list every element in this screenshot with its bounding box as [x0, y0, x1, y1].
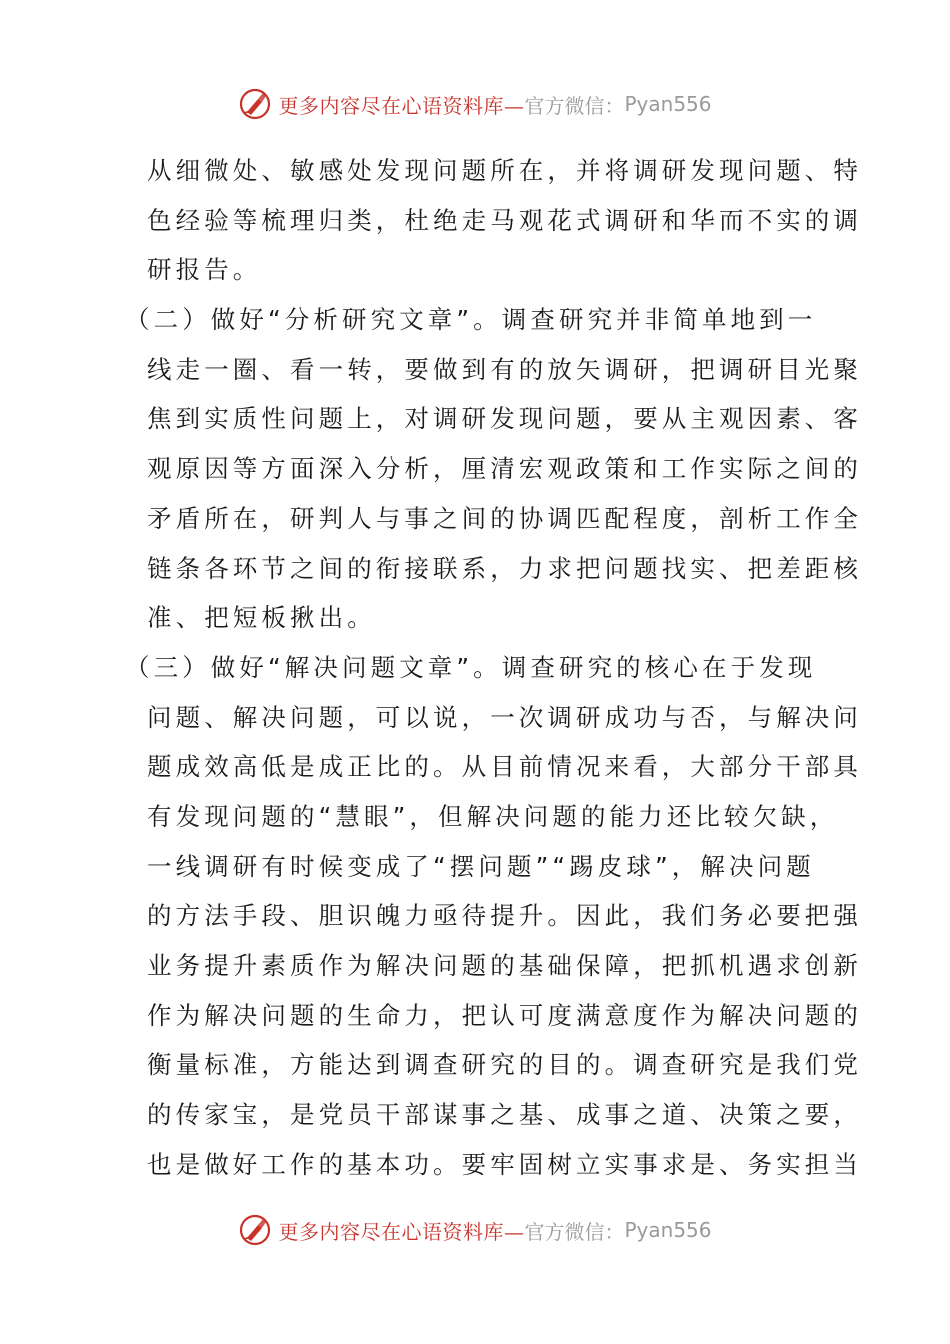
pen-nib-logo-icon [238, 1213, 272, 1247]
header-banner [0, 84, 950, 124]
section-heading-line: （二）做好“分析研究文章”。调查研究并非简单地到一 [125, 305, 817, 335]
banner-wechat-label: 官方微信： [524, 93, 625, 118]
text-line: 衡量标准，方能达到调查研究的目的。调查研究是我们党 [147, 1050, 862, 1080]
text-line: 题成效高低是成正比的。从目前情况来看，大部分干部具 [147, 752, 862, 782]
banner-wechat-id: Pyan556 [624, 92, 712, 116]
banner-promo-text: 更多内容尽在心语资料库— [278, 1219, 525, 1244]
text-line: 也是做好工作的基本功。要牢固树立实事求是、务实担当 [147, 1149, 862, 1179]
banner-wechat-label: 官方微信： [524, 1219, 625, 1244]
text-line: 准、把短板揪出。 [147, 603, 376, 633]
pen-nib-logo-icon [238, 87, 272, 121]
banner-promo-text: 更多内容尽在心语资料库— [278, 93, 525, 118]
text-line: 色经验等梳理归类，杜绝走马观花式调研和华而不实的调 [147, 205, 862, 235]
text-line: 业务提升素质作为解决问题的基础保障，把抓机遇求创新 [147, 951, 862, 980]
text-line: 问题、解决问题，可以说，一次调研成功与否，与解决问 [147, 702, 862, 732]
footer-banner [0, 1210, 950, 1250]
text-line: 观原因等方面深入分析，厘清宏观政策和工作实际之间的 [147, 454, 862, 484]
banner-wechat-id: Pyan556 [624, 1218, 712, 1242]
text-line: 一线调研有时候变成了“摆问题”“踢皮球”，解决问题 [147, 851, 815, 881]
text-line: 的传家宝，是党员干部谋事之基、成事之道、决策之要， [147, 1100, 862, 1130]
text-line: 焦到实质性问题上，对调研发现问题，要从主观因素、客 [147, 404, 862, 434]
text-line: 的方法手段、胆识魄力亟待提升。因此，我们务必要把强 [147, 901, 862, 931]
text-line: 研报告。 [147, 255, 262, 285]
text-line: 矛盾所在，研判人与事之间的协调匹配程度，剖析工作全 [147, 503, 862, 533]
text-line: 链条各环节之间的衔接联系，力求把问题找实、把差距核 [147, 553, 862, 583]
text-line: 线走一圈、看一转，要做到有的放矢调研，把调研目光聚 [147, 354, 862, 384]
section-heading-line: （三）做好“解决问题文章”。调查研究的核心在于发现 [125, 652, 817, 682]
text-line: 有发现问题的“慧眼”，但解决问题的能力还比较欠缺， [147, 801, 839, 831]
text-line: 从细微处、敏感处发现问题所在，并将调研发现问题、特 [147, 156, 862, 185]
document-body [125, 146, 862, 1189]
text-line: 作为解决问题的生命力，把认可度满意度作为解决问题的 [147, 1000, 862, 1030]
